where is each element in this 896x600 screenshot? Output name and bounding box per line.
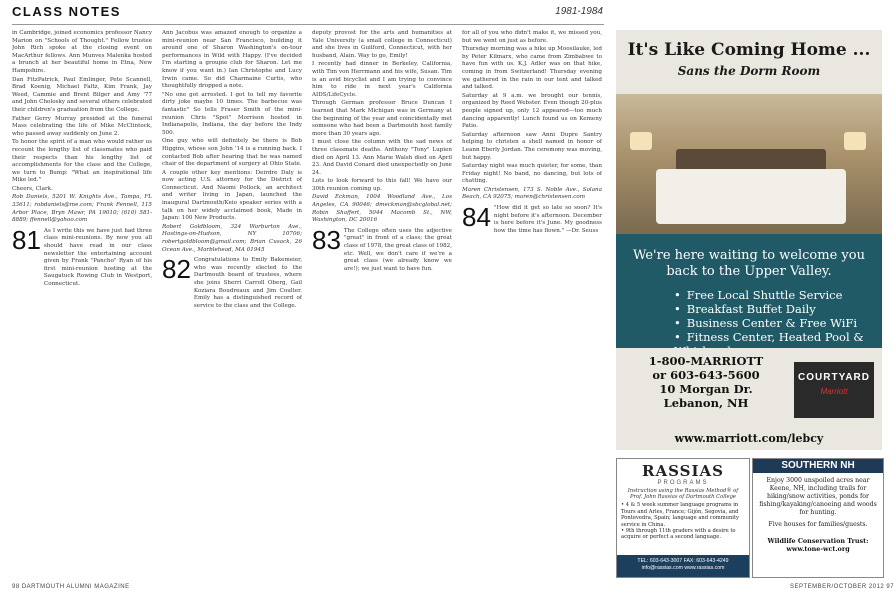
paragraph: Saturday afternoon saw Anni Dupre Santry helping to christen a shell named in honor of Leann Eberly Jordan. The ceremony was moving, but happy. <box>462 131 602 161</box>
address-line-1: 10 Morgan Dr. <box>659 382 753 396</box>
paragraph: To honor the spirit of a man who would rather us recount the lengthy list of classmates who paid their respects than his lengthy list of accomplishments for the class and the College, we turn to Bump: "What an inspirational life Mike led." <box>12 139 152 184</box>
class-entry-text: Congratulations to Emily Bakemeier, who was recently elected to the Dartmouth board of trustees, where she joins Sherri Carroll Oberg, Gail Koziara Boudreaux and Jim Coulter. Emily has a distinguished record of service to the class and the College. <box>193 257 302 309</box>
ad-message: We're here waiting to welcome you back to the Upper Valley. <box>633 248 865 279</box>
ad-footer <box>753 537 883 553</box>
class-entry-83 <box>312 224 452 274</box>
paragraph: Father Gerry Murray presided at the funeral Mass celebrating the life of Mike McClintock, who passed away suddenly on June 2. <box>12 115 152 137</box>
phone-fax: TEL: 603-643-3007 FAX: 603-643-4249 <box>637 558 729 564</box>
class-number: 81 <box>12 224 41 255</box>
org-name: Wildlife Conservation Trust: <box>767 537 869 545</box>
class-number: 83 <box>312 224 341 255</box>
ad-body <box>753 473 883 537</box>
class-secretaries: Rob Daniels, 5201 W. Knights Ave., Tampa, FL 33611; robdaniels@me.com; Frank Fennell, 115 Arbor Place, Bryn Mawr, PA 19010; (610) 581-8889; ffennell@yahoo.com <box>12 194 152 224</box>
feature-item: • Free Local Shuttle Service <box>674 288 882 302</box>
footer-left: 98 DARTMOUTH ALUMNI MAGAZINE <box>12 584 130 590</box>
class-entry-81 <box>12 224 152 289</box>
program-item: • 9th through 11th graders with a desire to acquire or perfect a second language. <box>621 528 745 541</box>
paragraph: Thursday morning was a hike up Moosilauke, led by Peter Kilmarx, who came from Zimbabwe to have fun with us. K.J. Adler was on that hike, coming in from Switzerland! Thursday evening we gathered in the rain in our tent and talked and talked. <box>462 46 602 91</box>
paragraph: Five houses for families/guests. <box>768 521 868 528</box>
ad-title: It's Like Coming Home ... <box>627 40 871 60</box>
text-column-1 <box>12 30 152 578</box>
ad-heading: SOUTHERN NH <box>753 459 883 473</box>
rassias-logo-sub: PROGRAMS <box>657 480 709 486</box>
text-column-4 <box>462 30 602 578</box>
courtyard-logo <box>794 362 874 418</box>
class-entry-text: As I write this we have just had three class mini-reunions. By now you all should have read in our class newsletter the entertaining account given by Frank "Pancho" Ryan of his first mini-reunion hosting at the Saugatuck Rowing Club in Westport, Connecticut. <box>43 227 152 287</box>
footer-right: SEPTEMBER/OCTOBER 2012 97 <box>790 584 895 590</box>
section-title: CLASS NOTES <box>12 4 121 19</box>
marriott-ad[interactable] <box>616 30 882 450</box>
website-link[interactable]: www.marriott.com/lebcy <box>674 432 824 445</box>
text-column-2 <box>162 30 302 578</box>
class-years: 1981-1984 <box>555 6 603 17</box>
header-rule <box>12 24 604 25</box>
contact-bar <box>617 555 749 577</box>
paragraph: deputy provost for the arts and humanities at Yale University (a small college in Connecticut) and she lives in Guilford, Connecticut, with her husband, Alain. Way to go, Emily! <box>312 30 452 59</box>
lamp-icon <box>630 132 652 150</box>
southern-nh-ad[interactable] <box>752 458 884 578</box>
paragraph: "No one got arrested. I got to tell my favorite dirty joke maybe 10 times. The barbecue was fantastic" So tells Fraser Smith of the mini-reunion Chris "Spot" Morrison hosted in Indianapolis, Indiana, the day before the Indy 500. <box>162 91 302 136</box>
feature-item: • Fitness Center, Heated Pool & <box>674 330 882 358</box>
contact-details <box>626 354 786 410</box>
rassias-logo: RASSIAS <box>642 462 724 480</box>
paragraph: Ann Jacobus was amazed enough to organize a mini-reunion near San Francisco, building it around one of Sharon Washington's on-tour performances in Wild with Happy. (I've decided I'm starting a groupie club for Sharon. Let me know if you want in.) Ian Christophe and Lucy Irwin came. So did Charmaine Curtis, who thoughtfully dropped a note. <box>162 30 302 90</box>
paragraph: I recently had dinner in Berkeley, California, with Tim von Herrmann and his wife, Susan. Tim is an avid bicyclist and I am trying to convince him to ride in next year's California AIDS/LifeCycle. <box>312 61 452 98</box>
rassias-ad[interactable] <box>616 458 750 578</box>
class-secretaries: Robert Goldbloom, 324 Warburton Ave., Hastings-on-Hudson, NY 10706; robertgoldbloom@gmail.com; Brian Cusack, 26 Ocean Ave., Marblehead, MA 01945 <box>162 223 302 253</box>
ad-header <box>616 30 882 94</box>
class-secretaries: David Eckman, 1004 Woodland Ave., Los Angeles, CA 90046; dmeckman@sbcglobal.net; Robin Shaffert, 5044 Macomb St., NW, Washington, DC 20016 <box>312 194 452 224</box>
brand-name: COURTYARD <box>798 372 870 383</box>
feature-item: • Breakfast Buffet Daily <box>674 302 882 316</box>
class-entry-text: "How did it get so late so soon? It's night before it's afternoon. December is here before it's June. My goodness how the time has flown." —Dr. Seuss <box>493 205 602 234</box>
paragraph: I must close the column with the sad news of three classmate deaths. Anthony "Tony" Lupien died on April 13. Ann Marie Walsh died on April 23. And David Conard died unexpectedly on June 24. <box>312 139 452 176</box>
paragraph: Saturday at 9 a.m. we brought our tennis, organized by Reed Webster. Even though 20-plus people signed up, only 12 appeared—too much dancing apparently! Lunch found us on Kemeny Patio. <box>462 92 602 130</box>
ad-subtitle: Sans the Dorm Room <box>677 64 821 78</box>
ad-tagline: Instruction using the Rassias Method® of Prof. John Rassias of Dartmouth College <box>627 488 739 501</box>
hotel-room-photo <box>616 94 882 234</box>
class-number: 82 <box>162 254 191 285</box>
paragraph: Lots to look forward to this fall! We have our 30th reunion coming up. <box>312 178 452 192</box>
class-number: 84 <box>462 202 491 233</box>
class-secretaries: Maren Christensen, 173 S. Noble Ave., Solana Beach, CA 92075; maren@christensen.com <box>462 186 602 201</box>
ad-contact-panel <box>616 348 882 450</box>
text-column-3 <box>312 30 452 578</box>
website-link[interactable]: www.tone-wct.org <box>786 545 850 553</box>
program-list <box>621 502 745 540</box>
brand-sub: Marriott <box>820 387 848 396</box>
paragraph: Through German professor Bruce Duncan I learned that Mark Michigan was in Germany at the beginning of the year and coincidentally met someone who had been a Dartmouth host family more than 30 years ago. <box>312 100 452 137</box>
class-entry-text: The College often uses the adjective "great" in front of a class; the great class of 1978, the great class of 1982, etc. Well, we don't care if we're a great class (we already know we are!); we just want to have fun. <box>343 227 452 272</box>
class-entry-84 <box>462 202 602 235</box>
paragraph: Saturday night was much quieter, for some, than Friday night! No band, no dancing, but lots of chatting. <box>462 163 602 185</box>
paragraph: Cheers, Clark. <box>12 185 53 192</box>
program-item: • 4 & 5 week summer language programs in Tours and Arles, France; Gijón, Segovia, and Pontevedra, Spain; language and community service in China. <box>621 502 745 528</box>
phone-primary: 1-800-MARRIOTT <box>648 354 764 368</box>
phone-secondary: or 603-643-5600 <box>652 368 760 382</box>
paragraph: One guy who will definitely be there is Bob Higgins, whose son John '14 is a running back. I contacted Bob after hearing that he was named chair of the department of surgery at Ohio State. <box>162 138 302 168</box>
class-entry-82 <box>162 254 302 310</box>
paragraph: Enjoy 3000 unspoiled acres near Keene, NH, including trails for hiking/snow activities, ponds for fishing/kayaking/canoeing and woods for hunting. <box>759 477 877 516</box>
paragraph: Dan FitzPatrick, Paul Emlinger, Pete Scannell, Brad Koenig, Michael Faltz, Kim Frank, Jay Weed, Cammie and Brent Bilger and Amy '77 and John Cholosky and several others celebrated their children's graduation from the College. <box>12 76 152 113</box>
feature-item: • Business Center & Free WiFi <box>674 316 882 330</box>
paragraph: in Cambridge, joined economics professor Nancy Marion on "Schools of Thought." Fellow trustee John Rich spoke at the closing event on MacArthur fellows. Ann Munves Malenka hosted a brunch at her beautiful home in Etna, New Hampshire. <box>12 30 152 74</box>
lamp-icon <box>844 132 866 150</box>
paragraph: for all of you who didn't make it, we missed you, but we went on just as before. <box>462 30 602 44</box>
address-line-2: Lebanon, NH <box>663 396 749 410</box>
email-web[interactable]: info@rassias.com www.rassias.com <box>641 565 725 571</box>
paragraph: A couple other key mentions: Deirdre Daly is now acting U.S. attorney for the District of Connecticut. And Naomi Pollock, an architect and writer living in Japan, launched the inaugural Dartmouth/Keio speaker series with a talk on her widely acclaimed book, Made in Japan: 100 New Products. <box>162 169 302 222</box>
bed-icon <box>656 169 846 224</box>
